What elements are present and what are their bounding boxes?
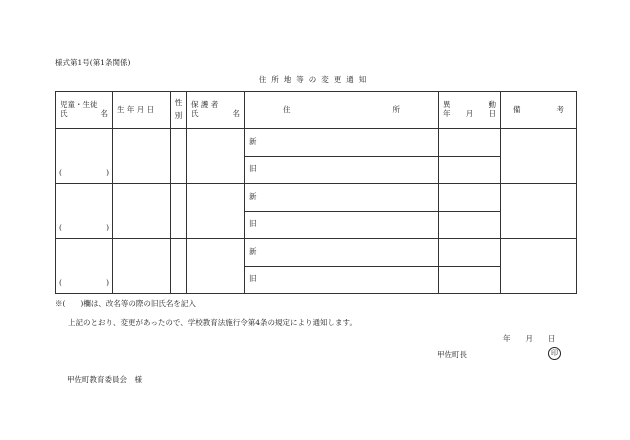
form-number: 様式第1号(第1条関係) bbox=[55, 58, 131, 67]
sex-cell[interactable] bbox=[171, 184, 187, 239]
new-address-cell[interactable] bbox=[245, 184, 439, 212]
table-row bbox=[56, 184, 577, 212]
new-label: 新 bbox=[249, 136, 257, 146]
old-label: 旧 bbox=[249, 219, 257, 229]
header-row bbox=[56, 92, 577, 129]
remarks-cell[interactable] bbox=[501, 239, 577, 294]
addressee: 甲佐町教育委員会 様 bbox=[67, 375, 142, 384]
footnote: ※( )欄は、改名等の際の旧氏名を記入 bbox=[55, 299, 196, 308]
birth-date-cell[interactable] bbox=[113, 184, 171, 239]
guardian-name-cell[interactable] bbox=[187, 184, 245, 239]
date-line: 年 月 日 bbox=[503, 334, 556, 343]
document-title: 住所地等の変更通知 bbox=[258, 75, 372, 84]
table-row bbox=[56, 239, 577, 267]
student-name-cell[interactable]: ( ) bbox=[56, 184, 113, 239]
guardian-name-cell[interactable] bbox=[187, 239, 245, 294]
header-student-name: 児童・生徒 氏 名 bbox=[56, 92, 113, 129]
header-address: 住 所 bbox=[245, 92, 439, 129]
student-name-cell[interactable]: ( ) bbox=[56, 129, 113, 184]
header-birth-date: 生 年 月 日 bbox=[113, 92, 171, 129]
new-address-cell[interactable] bbox=[245, 239, 439, 267]
change-date-cell[interactable] bbox=[439, 184, 501, 212]
student-name-cell[interactable]: ( ) bbox=[56, 239, 113, 294]
table-row bbox=[56, 129, 577, 157]
sex-cell[interactable] bbox=[171, 129, 187, 184]
birth-date-cell[interactable] bbox=[113, 129, 171, 184]
remarks-cell[interactable] bbox=[501, 129, 577, 184]
change-date-cell[interactable] bbox=[439, 129, 501, 157]
new-address-cell[interactable] bbox=[245, 129, 439, 157]
old-label: 旧 bbox=[249, 164, 257, 174]
header-sex: 性 別 bbox=[171, 92, 187, 129]
guardian-name-cell[interactable] bbox=[187, 129, 245, 184]
old-address-cell[interactable] bbox=[245, 211, 439, 239]
header-change-date: 異 動 年 月 日 bbox=[439, 92, 501, 129]
mayor-title: 甲佐町長 bbox=[437, 350, 467, 359]
header-guardian-name: 保 護 者 氏 名 bbox=[187, 92, 245, 129]
header-remarks: 備 考 bbox=[501, 92, 577, 129]
new-label: 新 bbox=[249, 191, 257, 201]
change-notice-table bbox=[55, 91, 577, 294]
birth-date-cell[interactable] bbox=[113, 239, 171, 294]
remarks-cell[interactable] bbox=[501, 184, 577, 239]
old-address-cell[interactable] bbox=[245, 156, 439, 184]
sex-cell[interactable] bbox=[171, 239, 187, 294]
old-address-cell[interactable] bbox=[245, 266, 439, 294]
change-date-cell[interactable] bbox=[439, 239, 501, 267]
change-date-cell[interactable] bbox=[439, 156, 501, 184]
change-date-cell[interactable] bbox=[439, 266, 501, 294]
seal-mark: 印 bbox=[548, 347, 561, 360]
old-label: 旧 bbox=[249, 274, 257, 284]
change-date-cell[interactable] bbox=[439, 211, 501, 239]
notice-body: 上記のとおり、変更があったので、学校教育法施行令第4条の規定により通知します。 bbox=[68, 318, 357, 327]
new-label: 新 bbox=[249, 246, 257, 256]
